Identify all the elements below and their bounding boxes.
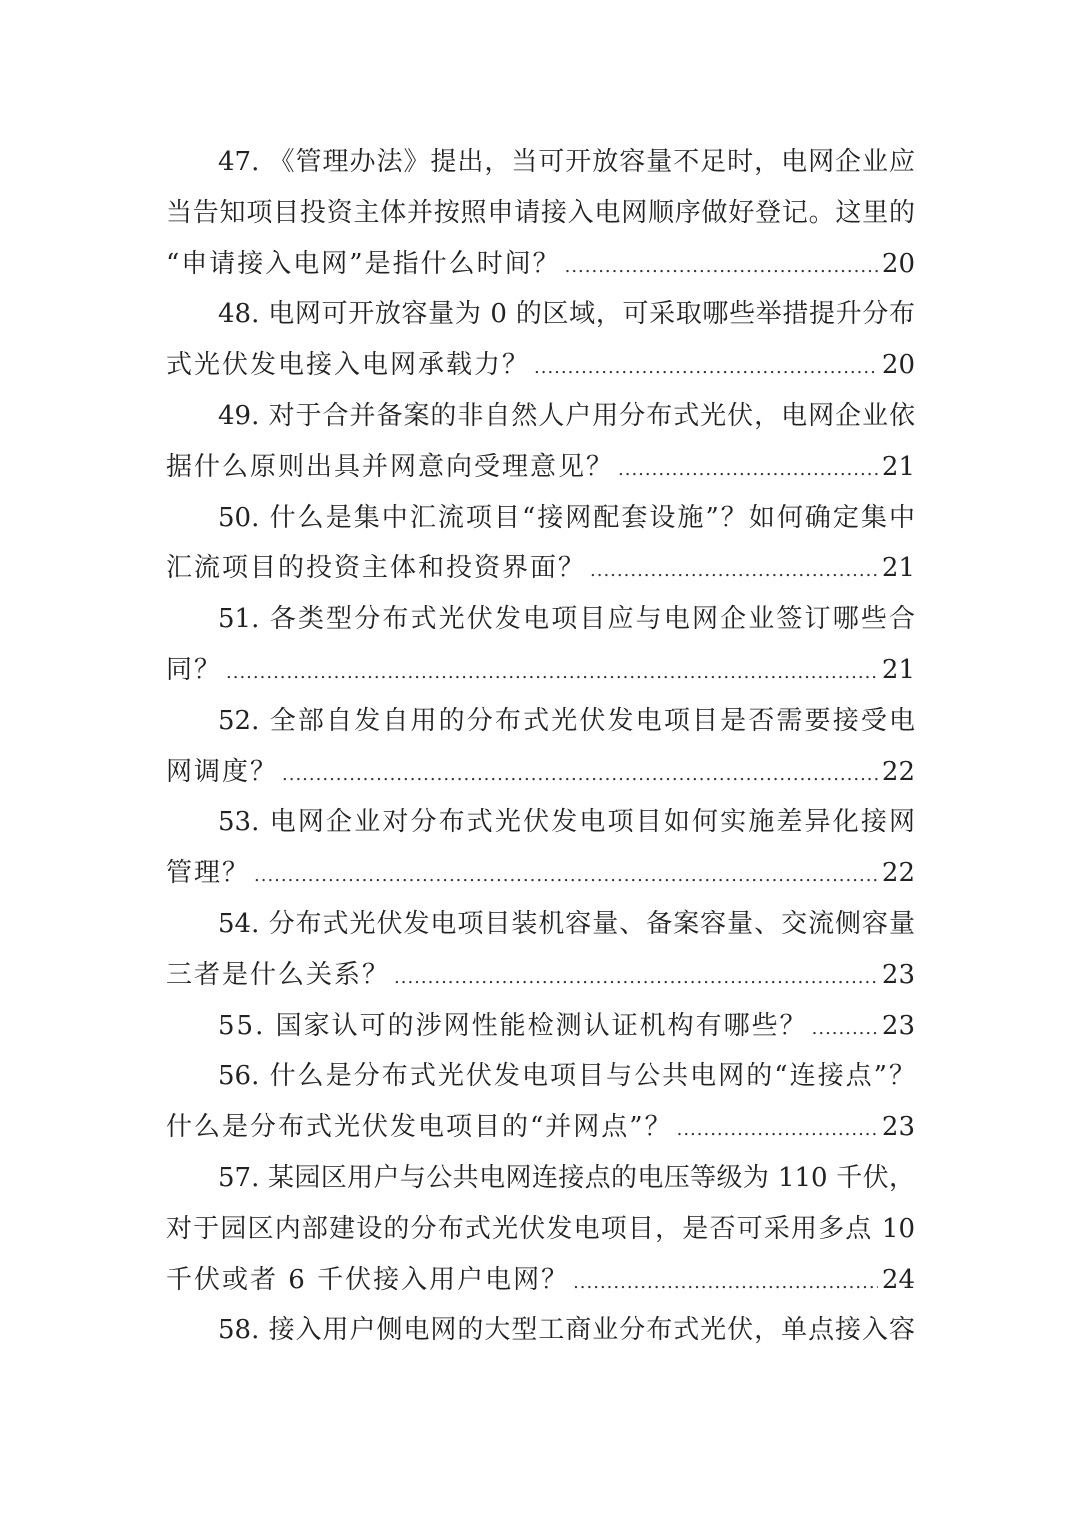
toc-entry-line (166, 1001, 915, 1052)
dot-leader (282, 750, 878, 801)
dot-leader (254, 851, 878, 902)
toc-entry-text: 式光伏发电接入电网承载力？ (166, 350, 531, 381)
toc-page-number: 21 (881, 553, 915, 584)
toc-entry-text: 48. 电网可开放容量为 0 的区域，可采取哪些举措提升分布 (218, 299, 915, 330)
toc-entry-text: 对于园区内部建设的分布式光伏发电项目，是否可采用多点 10 (166, 1213, 915, 1244)
toc-entry-line (166, 747, 915, 798)
toc-entry-58[interactable] (166, 1305, 915, 1356)
toc-page-number: 23 (881, 1112, 915, 1143)
table-of-contents (166, 137, 915, 1356)
toc-entry-line (166, 442, 915, 493)
toc-entry-47[interactable] (166, 137, 915, 289)
toc-entry-51[interactable] (166, 594, 915, 696)
toc-entry-text: 汇流项目的投资主体和投资界面？ (166, 553, 587, 584)
toc-entry-line (166, 848, 915, 899)
toc-page-number: 20 (881, 350, 915, 381)
toc-entry-text: 47. 《管理办法》提出，当可开放容量不足时，电网企业应 (218, 147, 915, 177)
toc-entry-line (166, 340, 915, 391)
dot-leader (394, 953, 878, 1004)
toc-entry-text: 50. 什么是集中汇流项目“接网配套设施”？如何确定集中 (218, 502, 915, 533)
toc-page-number: 20 (881, 248, 915, 279)
toc-entry-line (166, 645, 915, 696)
toc-entry-text: 同？ (166, 654, 223, 685)
toc-entry-text: 管理？ (166, 858, 251, 889)
toc-entry-52[interactable] (166, 696, 915, 798)
toc-entry-54[interactable] (166, 899, 915, 1001)
toc-entry-53[interactable] (166, 797, 915, 899)
toc-entry-text: “申请接入电网”是指什么时间？ (166, 248, 561, 279)
toc-entry-text: 56. 什么是分布式光伏发电项目与公共电网的“连接点”？ (218, 1061, 915, 1092)
toc-entry-text: 网调度？ (166, 756, 279, 787)
toc-entry-line (166, 239, 915, 290)
toc-entry-49[interactable] (166, 391, 915, 493)
dot-leader (226, 648, 878, 699)
toc-entry-text: 53. 电网企业对分布式光伏发电项目如何实施差异化接网 (218, 807, 915, 838)
toc-entry-57[interactable] (166, 1153, 915, 1305)
toc-entry-line (166, 1102, 915, 1153)
toc-entry-text: 三者是什么关系？ (166, 959, 391, 990)
toc-entry-text: 52. 全部自发自用的分布式光伏发电项目是否需要接受电 (218, 705, 915, 736)
toc-page-number: 21 (881, 654, 915, 685)
toc-entry-55[interactable] (166, 1001, 915, 1052)
toc-page-number: 23 (881, 959, 915, 990)
toc-entry-text: 57. 某园区用户与公共电网连接点的电压等级为 110 千伏， (218, 1162, 915, 1193)
toc-entry-text: 当告知项目投资主体并按照申请接入电网顺序做好登记。这里的 (166, 197, 915, 228)
toc-entry-48[interactable] (166, 289, 915, 391)
dot-leader (677, 1105, 878, 1156)
dot-leader (590, 546, 878, 597)
dot-leader (573, 1258, 878, 1309)
toc-entry-text: 51. 各类型分布式光伏发电项目应与电网企业签订哪些合 (218, 604, 915, 635)
toc-entry-text: 54. 分布式光伏发电项目装机容量、备案容量、交流侧容量 (218, 908, 915, 939)
toc-page-number: 21 (881, 451, 915, 482)
toc-entry-text: 58. 接入用户侧电网的大型工商业分布式光伏，单点接入容 (218, 1315, 915, 1346)
dot-leader (534, 343, 878, 394)
dot-leader (812, 1004, 878, 1055)
toc-page-number: 22 (881, 756, 915, 787)
toc-entry-text: 55. 国家认可的涉网性能检测认证机构有哪些？ (218, 1010, 808, 1041)
dot-leader (618, 445, 878, 496)
toc-entry-text: 49. 对于合并备案的非自然人户用分布式光伏，电网企业依 (218, 400, 915, 431)
toc-page-number: 23 (881, 1010, 915, 1041)
toc-entry-text: 据什么原则出具并网意向受理意见？ (166, 451, 615, 482)
toc-entry-56[interactable] (166, 1051, 915, 1153)
dot-leader (565, 242, 878, 293)
toc-entry-text: 千伏或者 6 千伏接入用户电网？ (166, 1264, 570, 1295)
toc-entry-line (166, 543, 915, 594)
toc-entry-text: 什么是分布式光伏发电项目的“并网点”？ (166, 1112, 673, 1143)
toc-entry-line (166, 950, 915, 1001)
toc-page-number: 22 (881, 858, 915, 889)
toc-entry-line (166, 1255, 915, 1306)
toc-page-number: 24 (881, 1264, 915, 1295)
toc-entry-50[interactable] (166, 493, 915, 595)
